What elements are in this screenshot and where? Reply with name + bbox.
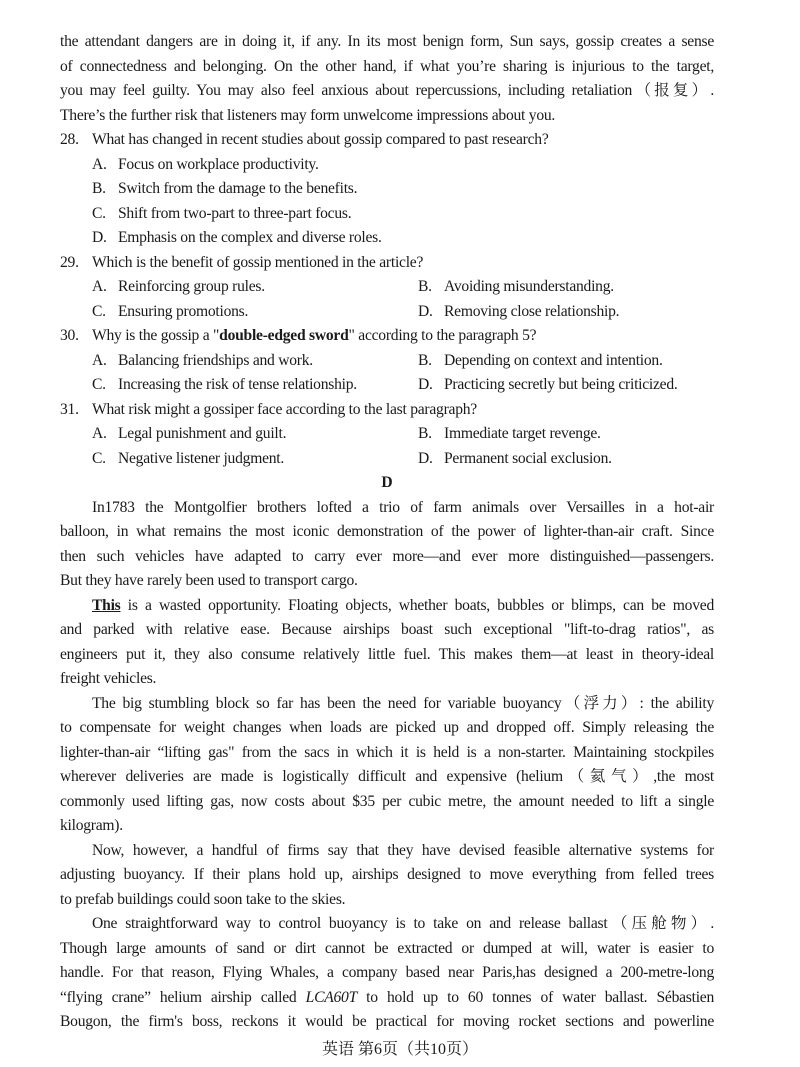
question-29 (60, 251, 714, 276)
text-line: Now, however, a handful of firms say that they have devised feasible alternative systems for (92, 841, 714, 859)
option-text: Emphasis on the complex and diverse roles. (118, 229, 382, 246)
option-label: A. (92, 278, 107, 295)
text-line: The big stumbling block so far has been the need for variable buoyancy（浮力）: the ability (92, 694, 714, 712)
text-line: kilogram). (60, 817, 123, 834)
emphasized-text: double-edged sword (219, 327, 349, 344)
text-line (60, 594, 714, 619)
option-label: D. (418, 376, 433, 393)
option-c (92, 447, 418, 472)
option-b (418, 349, 714, 374)
option-text: Balancing friendships and work. (118, 351, 313, 369)
text-line: you may feel guilty. You may also feel anxious about repercussions, including retaliation（报复）. (60, 82, 714, 99)
text-line: to prefab buildings could soon take to the skies. (60, 890, 346, 908)
option-text: Depending on context and intention. (444, 351, 663, 369)
option-label: B. (418, 278, 432, 295)
question-number: 28. (60, 131, 79, 148)
text-line: In1783 the Montgolfier brothers lofted a trio of farm animals over Versailles in a hot-air (92, 498, 714, 516)
section-heading: D (381, 474, 393, 491)
option-label: C. (92, 204, 106, 222)
option-b (418, 422, 714, 447)
question-text (92, 324, 536, 349)
options-group (60, 349, 714, 398)
text-line: Bougon, the firm's boss, reckons it would be practical for moving rocket sections and powerline (60, 1013, 714, 1030)
options-group (60, 275, 714, 324)
text-segment: " according to the paragraph 5? (348, 327, 537, 344)
option-text: Avoiding misunderstanding. (444, 278, 614, 295)
option-text: Negative listener judgment. (118, 449, 285, 467)
option-label: C. (92, 376, 106, 393)
text-line: engineers put it, they also consume relatively little fuel. This makes them—at least in theory-ideal (60, 645, 714, 663)
option-label: B. (418, 425, 432, 442)
option-c (92, 202, 714, 227)
option-d (92, 226, 714, 251)
text-line: wherever deliveries are made is logistically difficult and expensive (helium（氦气）,the most (60, 768, 714, 785)
text-line: lighter-than-air “lifting gas" from the sacs in which it is held is a non-starter. Maintaining stockpiles (60, 743, 714, 761)
option-text: Shift from two-part to three-part focus. (118, 204, 352, 222)
text-segment: “flying crane” helium airship called (60, 988, 306, 1006)
text-line: But they have rarely been used to transport cargo. (60, 572, 358, 589)
option-label: B. (418, 351, 432, 369)
text-line: and parked with relative ease. Because airships boast such exceptional "lift-to-drag ratios", as (60, 621, 714, 638)
question-text: What has changed in recent studies about gossip compared to past research? (92, 131, 549, 148)
options-group (60, 153, 714, 251)
page-footer: 英语 第6页（共10页） (321, 1041, 478, 1058)
text-segment: Why is the gossip a " (92, 327, 220, 344)
text-segment: to hold up to 60 tonnes of water ballast. Sébastien (357, 988, 715, 1006)
option-text: Legal punishment and guilt. (118, 425, 287, 442)
option-text: Permanent social exclusion. (444, 449, 612, 467)
emphasized-text: This (92, 596, 121, 614)
option-label: B. (92, 180, 106, 197)
option-text: Ensuring promotions. (118, 302, 249, 320)
option-d (418, 373, 714, 398)
option-label: D. (92, 229, 107, 246)
text-line: to compensate for weight changes when loads are picked up and dropped off. Simply releasing the (60, 719, 714, 736)
text-line: There’s the further risk that listeners may form unwelcome impressions about you. (60, 106, 556, 124)
option-text: Focus on workplace productivity. (118, 155, 319, 173)
option-d (418, 300, 714, 325)
option-b (418, 275, 714, 300)
question-text: Which is the benefit of gossip mentioned in the article? (92, 253, 424, 271)
option-d (418, 447, 714, 472)
text-line: then such vehicles have adapted to carry ever more—and ever more distinguished—passengers. (60, 547, 714, 565)
question-text: What risk might a gossiper face according to the last paragraph? (92, 400, 477, 418)
question-number: 29. (60, 253, 79, 271)
text-line: commonly used lifting gas, now costs about $35 per cubic metre, the amount needed to lift a single (60, 792, 714, 810)
question-number: 31. (60, 400, 79, 418)
option-text: Practicing secretly but being criticized. (444, 376, 678, 393)
option-a (92, 153, 714, 178)
text-line: One straightforward way to control buoyancy is to take on and release ballast（压舱物）. (92, 915, 714, 932)
option-text: Immediate target revenge. (444, 425, 601, 442)
option-label: D. (418, 302, 433, 320)
option-c (92, 373, 418, 398)
option-a (92, 349, 418, 374)
option-text: Removing close relationship. (444, 302, 620, 320)
option-a (92, 275, 418, 300)
text-line: adjusting buoyancy. If their plans hold up, airships designed to move everything from felled trees (60, 866, 714, 883)
text-segment: is a wasted opportunity. Floating objects, whether boats, bubbles or blimps, can be moved (120, 596, 714, 614)
text-line: handle. For that reason, Flying Whales, a company based near Paris,has designed a 200-metre-long (60, 964, 714, 981)
option-text: Increasing the risk of tense relationship. (118, 376, 357, 393)
option-c (92, 300, 418, 325)
option-text: Reinforcing group rules. (118, 278, 265, 295)
option-label: A. (92, 351, 107, 369)
question-number: 30. (60, 327, 79, 344)
options-group (60, 422, 714, 471)
option-label: A. (92, 425, 107, 442)
option-label: C. (92, 302, 106, 320)
option-label: A. (92, 155, 107, 173)
option-b (92, 177, 714, 202)
option-label: D. (418, 449, 433, 467)
text-line: freight vehicles. (60, 670, 157, 687)
text-line: balloon, in what remains the most iconic demonstration of the power of lighter-than-air craft. Since (60, 523, 714, 540)
emphasized-text: LCA60T (305, 988, 358, 1006)
text-line (60, 986, 714, 1011)
text-line: Though large amounts of sand or dirt cannot be extracted or dumped at will, water is easier to (60, 939, 714, 957)
question-31 (60, 398, 714, 423)
text-line: of connectedness and belonging. On the other hand, if what you’re sharing is injurious to the target, (60, 57, 714, 75)
option-label: C. (92, 449, 106, 467)
exam-page (60, 30, 714, 1035)
option-a (92, 422, 418, 447)
text-line: the attendant dangers are in doing it, if any. In its most benign form, Sun says, gossip creates a sense (60, 33, 714, 50)
option-text: Switch from the damage to the benefits. (118, 180, 358, 197)
question-28 (60, 128, 714, 153)
question-30 (60, 324, 714, 349)
